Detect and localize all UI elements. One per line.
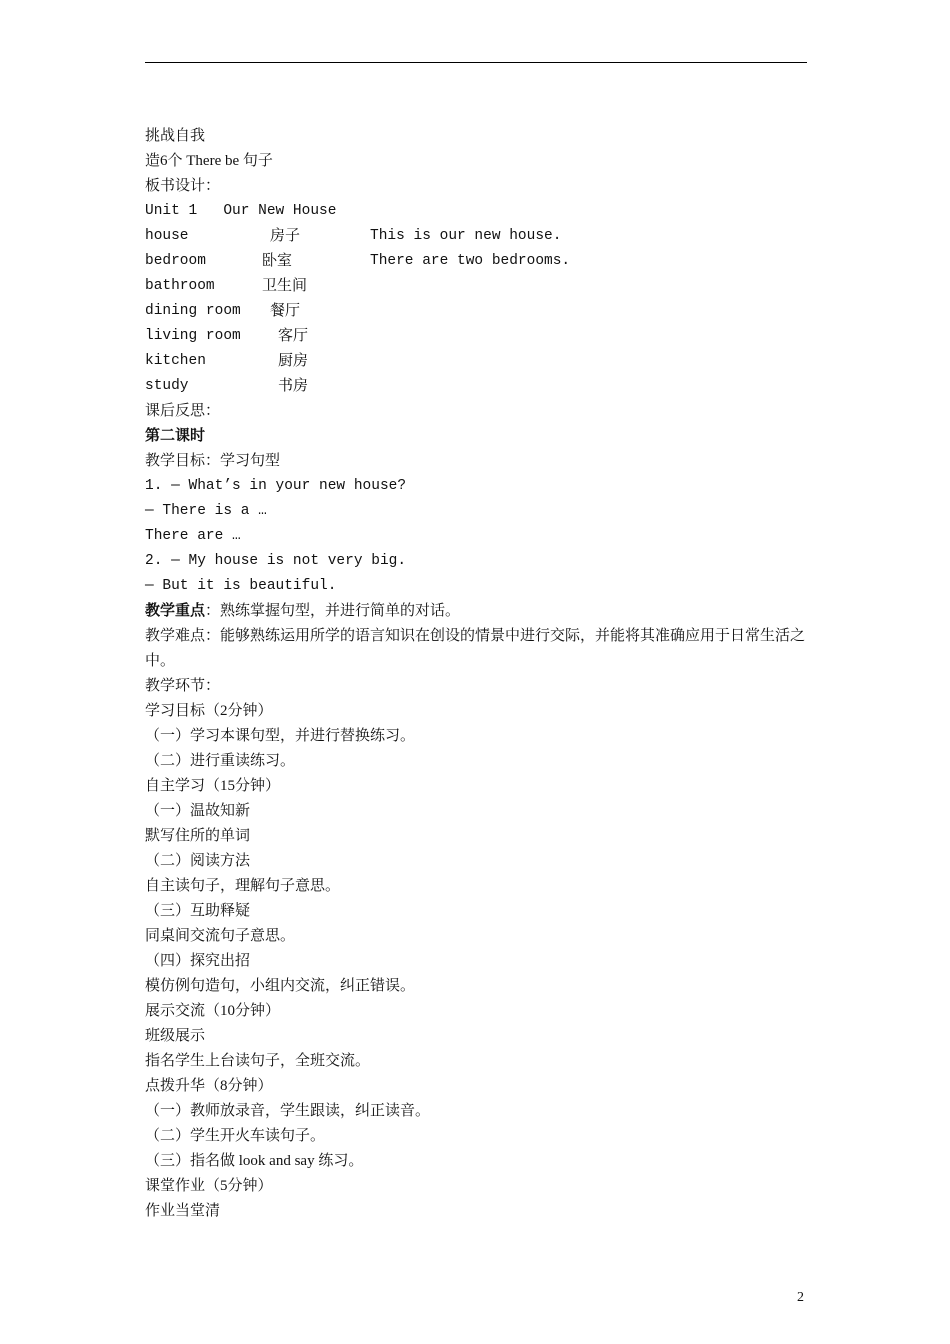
vocab-row bbox=[145, 374, 810, 399]
vocab-zh: 客厅 bbox=[278, 328, 309, 344]
step-line: （一）温故知新 bbox=[145, 803, 251, 819]
teaching-difficulty: 教学难点：能够熟练运用所学的语言知识在创设的情景中进行交际，并能将其准确应用于日常生活之中。 bbox=[145, 628, 806, 669]
page-number: 2 bbox=[797, 1290, 804, 1305]
step-line: 自主读句子，理解句子意思。 bbox=[145, 878, 341, 894]
step-line: 班级展示 bbox=[145, 1028, 206, 1044]
vocab-en: house bbox=[145, 228, 189, 244]
vocab-row bbox=[145, 349, 810, 374]
step-line: （二）进行重读练习。 bbox=[145, 753, 296, 769]
step-line: 自主学习（15分钟） bbox=[145, 778, 281, 794]
step-line: 作业当堂清 bbox=[145, 1203, 221, 1219]
pattern-line: — But it is beautiful. bbox=[145, 578, 337, 594]
vocab-zh: 餐厅 bbox=[270, 303, 301, 319]
lesson-title: 第二课时 bbox=[145, 428, 206, 444]
vocab-zh: 卧室 bbox=[262, 253, 293, 269]
header-rule bbox=[145, 62, 807, 63]
step-line: （三）互助释疑 bbox=[145, 903, 251, 919]
step-line: （三）指名做 look and say 练习。 bbox=[145, 1153, 364, 1169]
vocab-zh: 房子 bbox=[270, 228, 301, 244]
key-point bbox=[145, 599, 810, 624]
challenge-title: 挑战自我 bbox=[145, 128, 206, 144]
teaching-objective: 教学目标：学习句型 bbox=[145, 453, 281, 469]
vocab-en: dining room bbox=[145, 303, 241, 319]
vocab-zh: 书房 bbox=[278, 378, 309, 394]
pattern-line: There are … bbox=[145, 528, 241, 544]
key-point-text: ：熟练掌握句型，并进行简单的对话。 bbox=[205, 603, 461, 619]
step-line: （二）阅读方法 bbox=[145, 853, 251, 869]
step-line: 展示交流（10分钟） bbox=[145, 1003, 281, 1019]
vocab-en: living room bbox=[145, 328, 241, 344]
vocab-zh: 厨房 bbox=[278, 353, 309, 369]
step-line: 默写住所的单词 bbox=[145, 828, 251, 844]
unit-title: Unit 1 Our New House bbox=[145, 203, 337, 219]
vocab-example: This is our new house. bbox=[370, 228, 562, 244]
vocab-example: There are two bedrooms. bbox=[370, 253, 571, 269]
step-line: （一）教师放录音，学生跟读，纠正读音。 bbox=[145, 1103, 431, 1119]
document-body bbox=[145, 124, 810, 1224]
board-design-label: 板书设计： bbox=[145, 178, 221, 194]
pattern-line: 1. — What’s in your new house? bbox=[145, 478, 407, 494]
vocab-row bbox=[145, 324, 810, 349]
step-line: 同桌间交流句子意思。 bbox=[145, 928, 296, 944]
step-line: （四）探究出招 bbox=[145, 953, 251, 969]
vocab-row bbox=[145, 274, 810, 299]
vocab-row bbox=[145, 249, 810, 274]
step-line: （二）学生开火车读句子。 bbox=[145, 1128, 326, 1144]
reflection-label: 课后反思： bbox=[145, 403, 221, 419]
vocab-row bbox=[145, 299, 810, 324]
vocab-en: bathroom bbox=[145, 278, 215, 294]
vocab-en: kitchen bbox=[145, 353, 206, 369]
step-line: 课堂作业（5分钟） bbox=[145, 1178, 273, 1194]
steps-label: 教学环节： bbox=[145, 678, 221, 694]
step-line: 指名学生上台读句子，全班交流。 bbox=[145, 1053, 371, 1069]
key-point-label: 教学重点 bbox=[145, 603, 206, 619]
step-line: 模仿例句造句，小组内交流，纠正错误。 bbox=[145, 978, 416, 994]
step-line: （一）学习本课句型，并进行替换练习。 bbox=[145, 728, 416, 744]
pattern-line: 2. — My house is not very big. bbox=[145, 553, 407, 569]
pattern-line: — There is a … bbox=[145, 503, 267, 519]
step-line: 学习目标（2分钟） bbox=[145, 703, 273, 719]
vocab-en: bedroom bbox=[145, 253, 206, 269]
vocab-row bbox=[145, 224, 810, 249]
vocab-en: study bbox=[145, 378, 189, 394]
vocab-zh: 卫生间 bbox=[262, 278, 308, 294]
step-line: 点拨升华（8分钟） bbox=[145, 1078, 273, 1094]
challenge-task: 造6个 There be 句子 bbox=[145, 153, 273, 169]
